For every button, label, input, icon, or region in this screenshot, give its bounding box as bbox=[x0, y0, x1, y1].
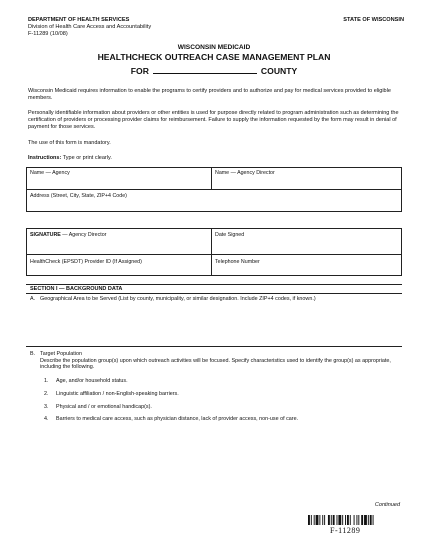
divider bbox=[26, 346, 402, 347]
form-number: F-11289 bbox=[330, 526, 361, 535]
list-item: Linguistic affiliation / non-English-speaking barriers. bbox=[56, 391, 179, 397]
instructions bbox=[28, 155, 400, 162]
barcode-bar bbox=[368, 515, 369, 525]
title-block bbox=[0, 44, 428, 76]
provider-id-field[interactable]: HealthCheck (EPSDT) Provider ID (If Assigned) bbox=[30, 259, 142, 265]
geographical-area-field[interactable]: Geographical Area to be Served (List by county, municipality, or similar designation. Include ZIP+4 codes, if known.) bbox=[40, 296, 316, 302]
state-label: STATE OF WISCONSIN bbox=[343, 17, 404, 23]
list-item: Barriers to medical care access, such as physician distance, lack of provider access, non-use of care. bbox=[56, 416, 299, 422]
intro-paragraph-1: Wisconsin Medicaid requires information to enable the programs to certify providers and to authorize and pay for medical services provided to eligible members. bbox=[28, 88, 391, 101]
barcode-bar bbox=[331, 515, 332, 525]
barcode-bar bbox=[370, 515, 372, 525]
barcode-bar bbox=[364, 515, 367, 525]
barcode-bar bbox=[345, 515, 346, 525]
barcode-bar bbox=[337, 515, 338, 525]
barcode-bar bbox=[311, 515, 312, 525]
instructions-label: Instructions: bbox=[28, 155, 62, 161]
item-b-letter: B. bbox=[30, 351, 36, 357]
list-item-number: 3. bbox=[44, 404, 49, 410]
signature-field[interactable] bbox=[30, 232, 106, 238]
barcode-bar bbox=[328, 515, 330, 525]
division-name: Division of Health Care Access and Accountability bbox=[28, 23, 152, 30]
form-id: F-11289 (10/08) bbox=[28, 30, 68, 37]
list-item-number: 1. bbox=[44, 378, 49, 384]
address-field[interactable]: Address (Street, City, State, ZIP+4 Code) bbox=[30, 193, 127, 199]
barcode-bar bbox=[342, 515, 343, 525]
form-title: HEALTHCHECK OUTREACH CASE MANAGEMENT PLAN bbox=[97, 52, 331, 62]
divider bbox=[26, 189, 402, 190]
signature-label-bold: SIGNATURE bbox=[30, 232, 61, 238]
list-item-number: 2. bbox=[44, 391, 49, 397]
county-line bbox=[0, 66, 428, 76]
department-name: DEPARTMENT OF HEALTH SERVICES bbox=[28, 17, 130, 23]
county-label: COUNTY bbox=[260, 66, 298, 76]
barcode-bar bbox=[314, 515, 315, 525]
barcode-bar bbox=[350, 515, 351, 525]
barcode-bar bbox=[319, 515, 320, 525]
signature-label-rest: — Agency Director bbox=[60, 232, 107, 238]
barcode-bar bbox=[322, 515, 323, 525]
divider bbox=[211, 228, 212, 276]
date-signed-field[interactable]: Date Signed bbox=[215, 232, 245, 238]
instructions-text: Type or print clearly. bbox=[61, 155, 112, 161]
divider bbox=[26, 254, 402, 255]
barcode-bar bbox=[316, 515, 319, 525]
continued-label: Continued bbox=[374, 502, 400, 508]
county-blank-field[interactable] bbox=[153, 67, 257, 74]
barcode-image bbox=[308, 515, 402, 525]
agency-director-name-field[interactable]: Name — Agency Director bbox=[215, 170, 275, 176]
item-a-letter: A. bbox=[30, 296, 36, 302]
barcode-bar bbox=[373, 515, 374, 525]
target-population-description: Describe the population group(s) upon which outreach activities will be focused. Specify characteristics used to identify the group(s) as appropriate, including the following. bbox=[40, 358, 391, 371]
barcode-bar bbox=[333, 515, 335, 525]
barcode-bar bbox=[347, 515, 349, 525]
barcode-bar bbox=[308, 515, 310, 525]
list-item: Physical and / or emotional handicap(s). bbox=[56, 404, 152, 410]
telephone-field[interactable]: Telephone Number bbox=[215, 259, 260, 265]
barcode-bar bbox=[356, 515, 357, 525]
intro-paragraph-3: The use of this form is mandatory. bbox=[28, 140, 111, 146]
divider bbox=[211, 167, 212, 189]
target-population-title: Target Population bbox=[40, 351, 82, 357]
intro-paragraph-2: Personally identifiable information about providers or other entities is used for purpose directly related to program administration such as determining the certification of providers or processing provider claims for reimbursement. Failure to supply the information requested by the form may result in denial of payment for those services. bbox=[28, 110, 399, 130]
barcode-bar bbox=[338, 515, 341, 525]
section-1-title: SECTION I — BACKGROUND DATA bbox=[30, 286, 123, 292]
list-item: Age, and/or household status. bbox=[56, 378, 128, 384]
agency-name-field[interactable]: Name — Agency bbox=[30, 170, 70, 176]
barcode-bar bbox=[358, 515, 359, 525]
barcode-bar bbox=[354, 515, 355, 525]
list-item-number: 4. bbox=[44, 416, 49, 422]
for-label: FOR bbox=[130, 66, 149, 76]
barcode-bar bbox=[324, 515, 325, 525]
program-title: WISCONSIN MEDICAID bbox=[177, 44, 251, 51]
section-divider bbox=[26, 293, 402, 294]
barcode-bar bbox=[361, 515, 363, 525]
agency-header bbox=[28, 17, 151, 37]
section-divider bbox=[26, 284, 402, 285]
